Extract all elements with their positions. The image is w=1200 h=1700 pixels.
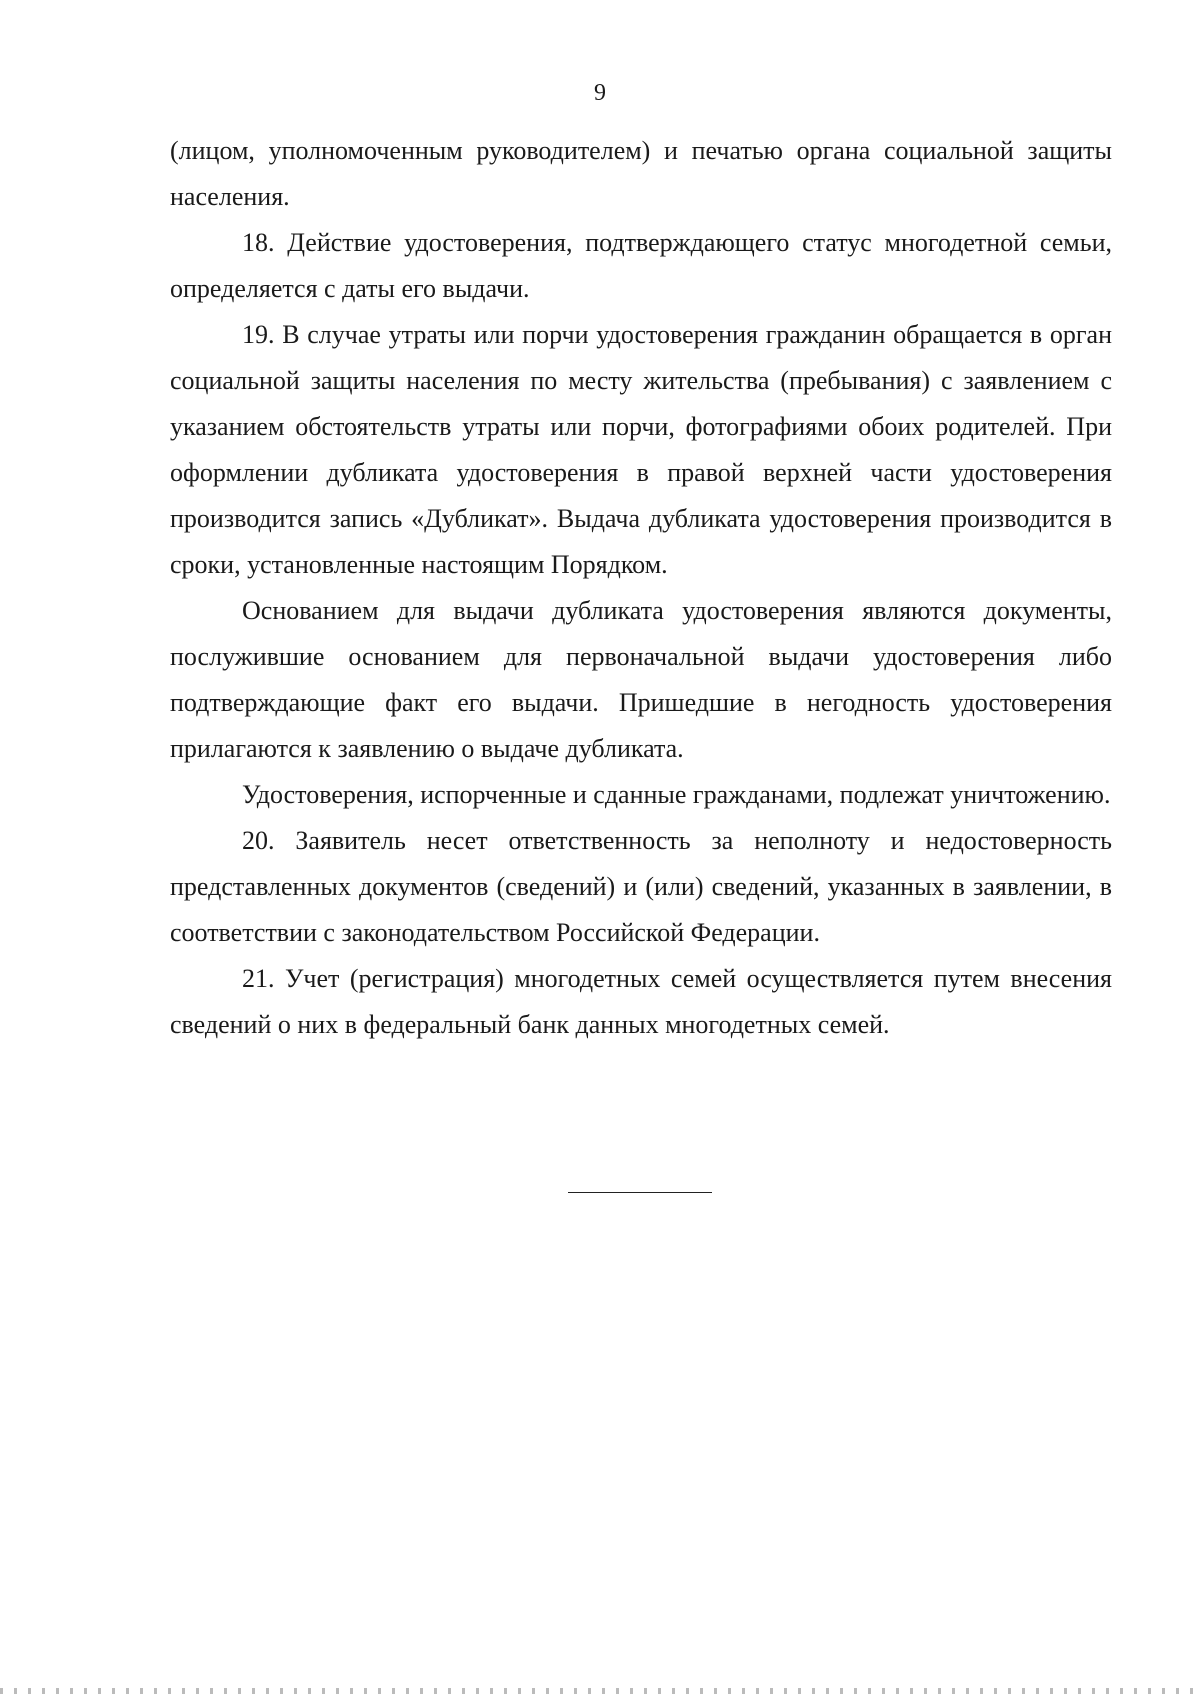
paragraph-continuation: (лицом, уполномоченным руководителем) и печатью органа социальной защиты населения. [170,136,1112,211]
paragraph-21: 21. Учет (регистрация) многодетных семей осуществляется путем внесения сведений о них в федеральный банк данных многодетных семей. [170,964,1112,1039]
end-of-document-rule [568,1192,712,1193]
paragraph-19: 19. В случае утраты или порчи удостоверения гражданин обращается в орган социальной защиты населения по месту жительства (пребывания) с заявлением с указанием обстоятельств утраты или порчи, фотографиями обоих родителей. При оформлении дубликата удостоверения в правой верхней части удостоверения производится запись «Дубликат». Выдача дубликата удостоверения производится в сроки, установленные настоящим Порядком. [170,320,1112,579]
paragraph-19-basis: Основанием для выдачи дубликата удостоверения являются документы, послужившие основанием для первоначальной выдачи удостоверения либо подтверждающие факт его выдачи. Пришедшие в негодность удостоверения прилагаются к заявлению о выдаче дубликата. [170,596,1112,763]
paragraph-19-destruction: Удостоверения, испорченные и сданные гражданами, подлежат уничтожению. [242,780,1111,809]
page-number: 9 [594,80,606,106]
paragraph-20: 20. Заявитель несет ответственность за неполноту и недостоверность представленных документов (сведений) и (или) сведений, указанных в заявлении, в соответствии с законодательством Российской Федерации. [170,826,1112,947]
scan-edge-artifact [0,1688,1200,1694]
document-body [170,128,1112,1048]
paragraph-18: 18. Действие удостоверения, подтверждающего статус многодетной семьи, определяется с даты его выдачи. [170,228,1112,303]
